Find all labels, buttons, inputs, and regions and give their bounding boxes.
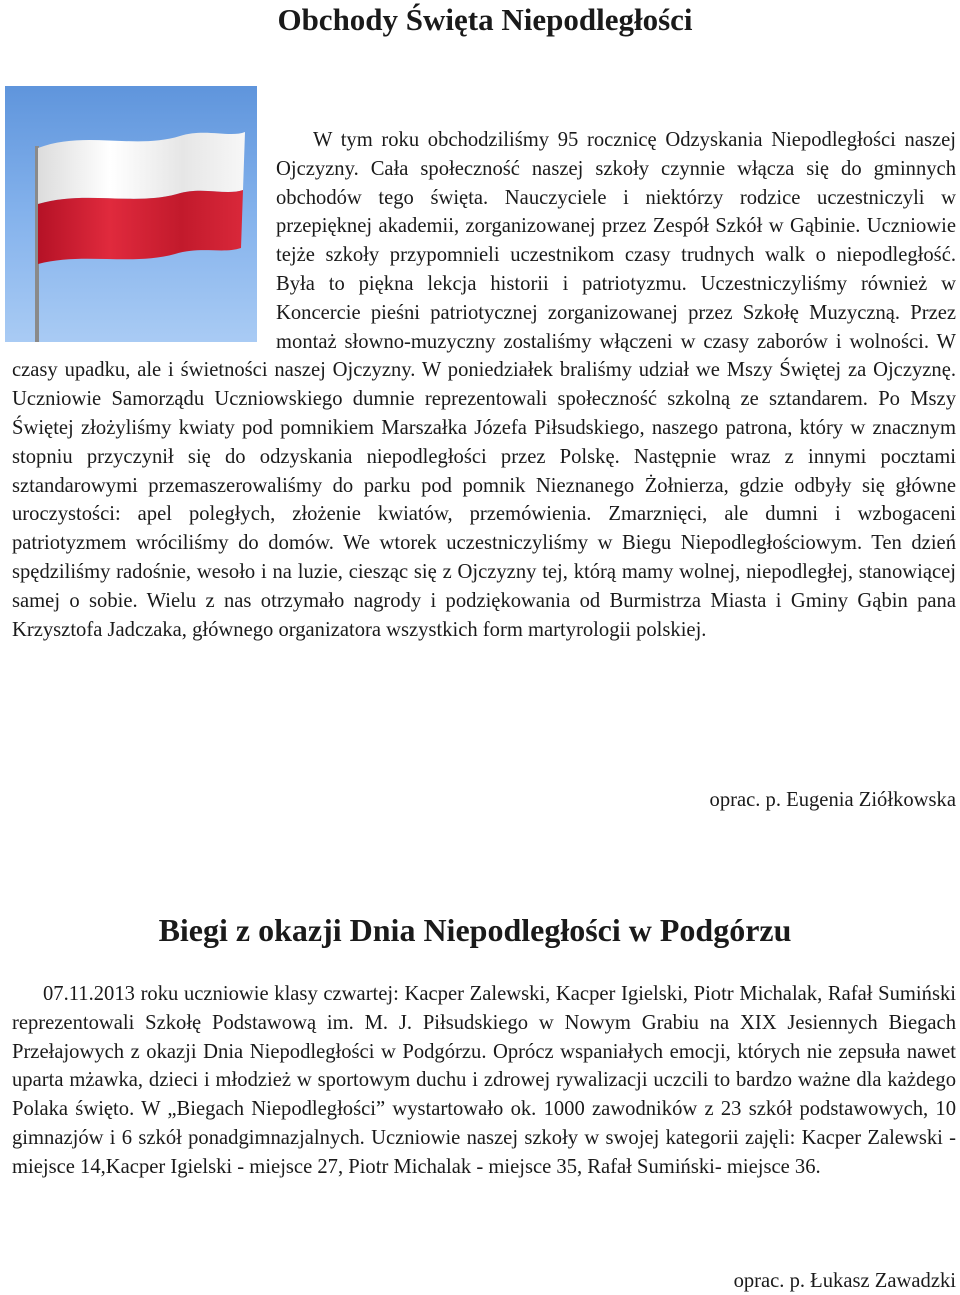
article-body-1 — [12, 126, 956, 644]
page-title: Obchody Święta Niepodległości — [277, 2, 693, 37]
author-signature-2: oprac. p. Łukasz Zawadzki — [733, 1270, 956, 1292]
section-title-2: Biegi z okazji Dnia Niepodległości w Podgórzu — [158, 912, 792, 948]
article-text-1: W tym roku obchodziliśmy 95 rocznicę Odzyskania Niepodległości naszej Ojczyzny. Cała społeczność naszej szkoły czynnie włącza się do gminnych obchodów tego święta. Nauczyciele i niektórzy rodzice uczestniczyli w przepięknej akademii, zorganizowanej przez Zespół Szkół w Gąbinie. Uczniowie tejże szkoły przypomnieli uczestnikom czasy trudnych walk o niepodległość. Była to piękna lekcja historii i patriotyzmu. Uczestniczyliśmy również w Koncercie pieśni patriotycznej zorganizowanej przez Szkołę Muzyczną. Przez montaż słowno-muzyczny zostaliśmy włączeni w czasy zaborów i wolności. W czasy upadku, ale i świetności naszej Ojczyzny. W poniedziałek braliśmy udział we Mszy Świętej za Ojczyznę. Uczniowie Samorządu Uczniowskiego dumnie reprezentowali społeczność szkolną ze sztandarem. Po Mszy Świętej złożyliśmy kwiaty pod pomnikiem Marszałka Józefa Piłsudskiego, naszego patrona, który w znacznym stopniu przyczynił się do odzyskania niepodległości przez Polskę. Następnie wraz z innymi pocztami sztandarowymi przemaszerowaliśmy do parku pod pomnik Nieznanego Żołnierza, gdzie odbyły się główne uroczystości: apel poległych, złożenie kwiatów, przemówienia. Zmarznięci, ale dumni i wzbogaceni patriotyzmem wróciliśmy do domów. We wtorek uczestniczyliśmy w Biegu Niepodległościowym. Ten dzień spędziliśmy radośnie, wesoło i na luzie, ciesząc się z Ojczyzny tej, którą mamy wolnej, niepodległej, stanowiącej samej o sobie. Wielu z nas otrzymało nagrody i podziękowania od Burmistrza Miasta i Gminy Gąbin pana Krzysztofa Jadczaka, głównego organizatora wszystkich form martyrologii polskiej. — [12, 129, 956, 641]
article-body-2 — [12, 980, 956, 1182]
article-text-2: 07.11.2013 roku uczniowie klasy czwartej: Kacper Zalewski, Kacper Igielski, Piotr Michalak, Rafał Sumiński reprezentowali Szkołę Podstawową im. M. J. Piłsudskiego w Nowym Grabiu na XIX Jesiennych Biegach Przełajowych z okazji Dnia Niepodległości w Podgórzu. Oprócz wspaniałych emocji, których nie zepsuła nawet uparta mżawka, dzieci i młodzież w sportowym duchu i zdrowej rywalizacji uczcili to bardzo ważne dla każdego Polaka święto. W „Biegach Niepodległości” wystartowało ok. 1000 zawodników z 23 szkół podstawowych, 10 gimnazjów i 6 szkół ponadgimnazjalnych. Uczniowie naszej szkoły w swojej kategorii zajęli: Kacper Zalewski - miejsce 14,Kacper Igielski - miejsce 27, Piotr Michalak - miejsce 35, Rafał Sumiński- miejsce 36. — [12, 983, 956, 1178]
author-signature-1: oprac. p. Eugenia Ziółkowska — [709, 789, 956, 811]
